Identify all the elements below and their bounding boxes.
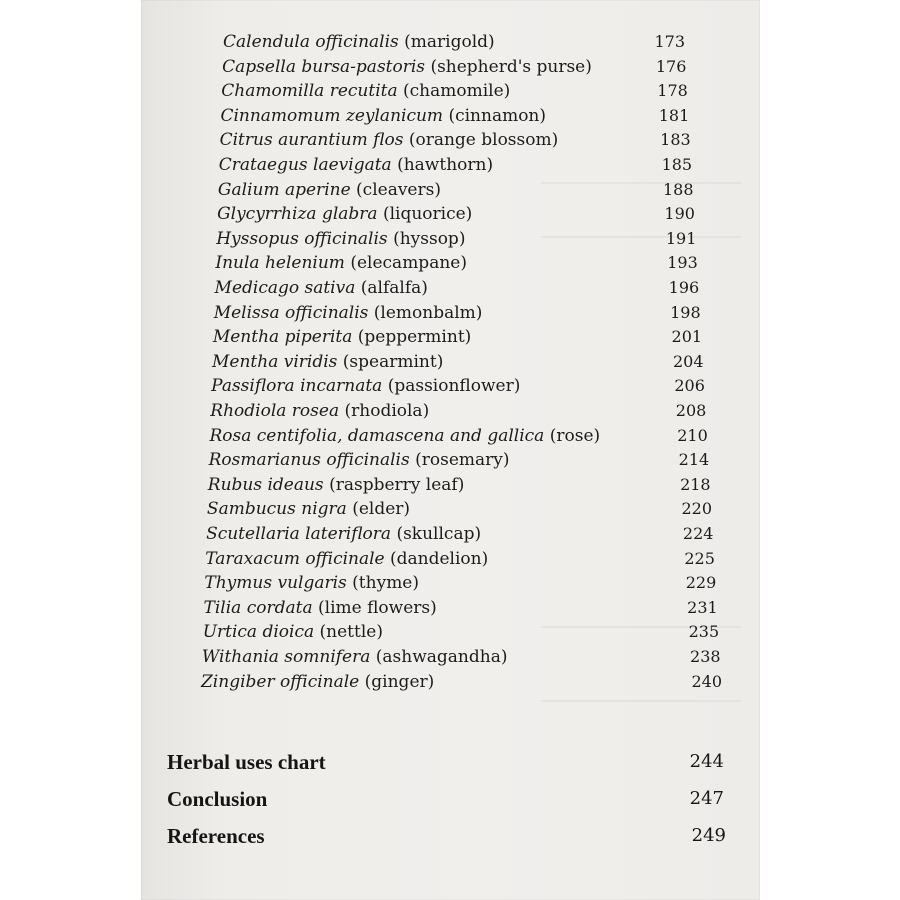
- common-name: (rosemary): [415, 450, 510, 471]
- common-name: (lemonbalm): [373, 302, 483, 323]
- scientific-name: Mentha piperita: [212, 327, 353, 348]
- scientific-name: Scutellaria lateriflora: [206, 524, 392, 544]
- scientific-name: Taraxacum officinale: [205, 548, 385, 569]
- scientific-name: Urtica dioica: [202, 622, 315, 643]
- scientific-name: Hyssopus officinalis: [216, 228, 388, 249]
- entry-page-number: 190: [664, 204, 695, 224]
- index-entry: [205, 547, 488, 571]
- index-entry: [217, 202, 472, 226]
- entry-page-number: 225: [684, 548, 715, 568]
- entry-page-number: 183: [660, 130, 691, 150]
- common-name: (cleavers): [356, 179, 441, 200]
- entry-page-number: 220: [681, 499, 713, 519]
- index-entry: [219, 153, 493, 177]
- common-name: (hawthorn): [397, 155, 494, 175]
- scientific-name: Rosmarianus officinalis: [208, 450, 410, 471]
- entry-page-number: 176: [655, 56, 687, 76]
- scientific-name: Sambucus nigra: [206, 499, 347, 520]
- entry-page-number: 188: [662, 179, 694, 199]
- index-entry: [204, 571, 419, 595]
- book-page: [141, 0, 760, 900]
- common-name: (elder): [352, 499, 411, 520]
- entry-page-number: 193: [667, 253, 698, 273]
- entry-page-number: 240: [691, 671, 722, 691]
- entry-page-number: 210: [677, 425, 708, 445]
- index-entry: [223, 30, 495, 54]
- section-title: Conclusion: [167, 787, 268, 811]
- index-entry: [222, 55, 592, 79]
- index-entry: [206, 522, 481, 546]
- index-entry: [209, 448, 510, 472]
- entry-page-number: 181: [658, 105, 690, 125]
- common-name: (hyssop): [393, 228, 466, 249]
- entry-page-number: 235: [688, 622, 720, 642]
- scientific-name: Glycyrrhiza glabra: [217, 204, 378, 225]
- common-name: (dandelion): [390, 548, 489, 569]
- common-name: (ginger): [364, 671, 435, 692]
- common-name: (rose): [549, 425, 601, 446]
- common-name: (nettle): [319, 622, 383, 643]
- scientific-name: Rhodiola rosea: [210, 401, 340, 421]
- index-entry: [216, 227, 465, 251]
- scientific-name: Passiflora incarnata: [211, 376, 383, 397]
- index-entry: [215, 276, 428, 300]
- entry-page-number: 224: [682, 524, 714, 543]
- entry-page-number: 231: [687, 597, 718, 617]
- common-name: (orange blossom): [408, 130, 559, 151]
- section-page-number: 244: [689, 751, 724, 772]
- index-entry: [203, 620, 383, 644]
- scientific-name: Citrus aurantium flos: [219, 130, 404, 151]
- common-name: (elecampane): [350, 253, 467, 274]
- scientific-name: Melissa officinalis: [213, 302, 369, 323]
- scientific-name: Rubus ideaus: [207, 474, 324, 495]
- common-name: (peppermint): [357, 327, 472, 348]
- index-entry: [213, 325, 471, 349]
- common-name: (lime flowers): [318, 597, 437, 618]
- common-name: (ashwagandha): [375, 647, 508, 667]
- entry-page-number: 229: [685, 573, 717, 593]
- scientific-name: Thymus vulgaris: [204, 573, 347, 594]
- scientific-name: Capsella bursa-pastoris: [222, 56, 426, 77]
- entry-page-number: 201: [671, 327, 703, 347]
- entry-page-number: 238: [690, 647, 721, 666]
- index-entry: [208, 473, 465, 497]
- entry-page-number: 185: [661, 155, 693, 174]
- common-name: (thyme): [352, 573, 420, 594]
- scientific-name: Withania somnifera: [201, 647, 371, 667]
- index-entry: [204, 596, 437, 620]
- entry-page-number: 191: [665, 228, 697, 248]
- index-entry: [210, 399, 429, 423]
- index-entry: [207, 497, 410, 521]
- section-page-number: 249: [691, 825, 726, 846]
- scientific-name: Cinnamomum zeylanicum: [220, 105, 444, 126]
- index-entry: [215, 251, 467, 275]
- index-entry: [218, 178, 441, 202]
- common-name: (skullcap): [396, 524, 482, 544]
- common-name: (liquorice): [382, 204, 473, 225]
- common-name: (marigold): [404, 32, 495, 52]
- section-page-number: 247: [689, 788, 724, 809]
- entry-page-number: 198: [670, 302, 701, 322]
- index-entry: [211, 374, 520, 398]
- index-entry: [220, 104, 546, 128]
- scientific-name: Chamomilla recutita: [221, 81, 398, 102]
- index-entry: [221, 79, 510, 103]
- entry-page-number: 173: [654, 32, 685, 51]
- entry-page-number: 196: [668, 278, 700, 297]
- section-title: References: [167, 824, 265, 848]
- scientific-name: Calendula officinalis: [223, 32, 399, 52]
- scientific-name: Inula helenium: [215, 253, 345, 274]
- common-name: (alfalfa): [360, 278, 428, 298]
- common-name: (cinnamon): [448, 105, 547, 126]
- index-entry: [220, 128, 559, 152]
- entry-page-number: 206: [674, 376, 705, 396]
- entry-page-number: 218: [680, 474, 711, 494]
- scientific-name: Mentha viridis: [212, 351, 338, 372]
- common-name: (chamomile): [403, 81, 511, 102]
- common-name: (shepherd's purse): [430, 56, 592, 77]
- common-name: (raspberry leaf): [329, 474, 465, 495]
- entry-page-number: 214: [678, 450, 710, 470]
- scientific-name: Rosa centifolia, damascena and gallica: [209, 425, 545, 446]
- index-entry: [212, 350, 443, 374]
- scientific-name: Zingiber officinale: [201, 671, 360, 692]
- index-entry: [201, 670, 434, 694]
- common-name: (passionflower): [387, 376, 521, 397]
- scientific-name: Galium aperine: [217, 179, 351, 200]
- common-name: (spearmint): [342, 351, 444, 372]
- scientific-name: Tilia cordata: [203, 597, 313, 618]
- scientific-name: Crataegus laevigata: [218, 155, 392, 175]
- scientific-name: Medicago sativa: [214, 278, 356, 298]
- entry-page-number: 178: [657, 81, 688, 101]
- section-title: Herbal uses chart: [167, 750, 326, 774]
- entry-page-number: 204: [672, 351, 704, 371]
- index-entry: [209, 424, 600, 448]
- common-name: (rhodiola): [344, 401, 430, 421]
- index-entry: [202, 645, 508, 669]
- entry-page-number: 208: [675, 401, 707, 420]
- index-entry: [214, 301, 483, 325]
